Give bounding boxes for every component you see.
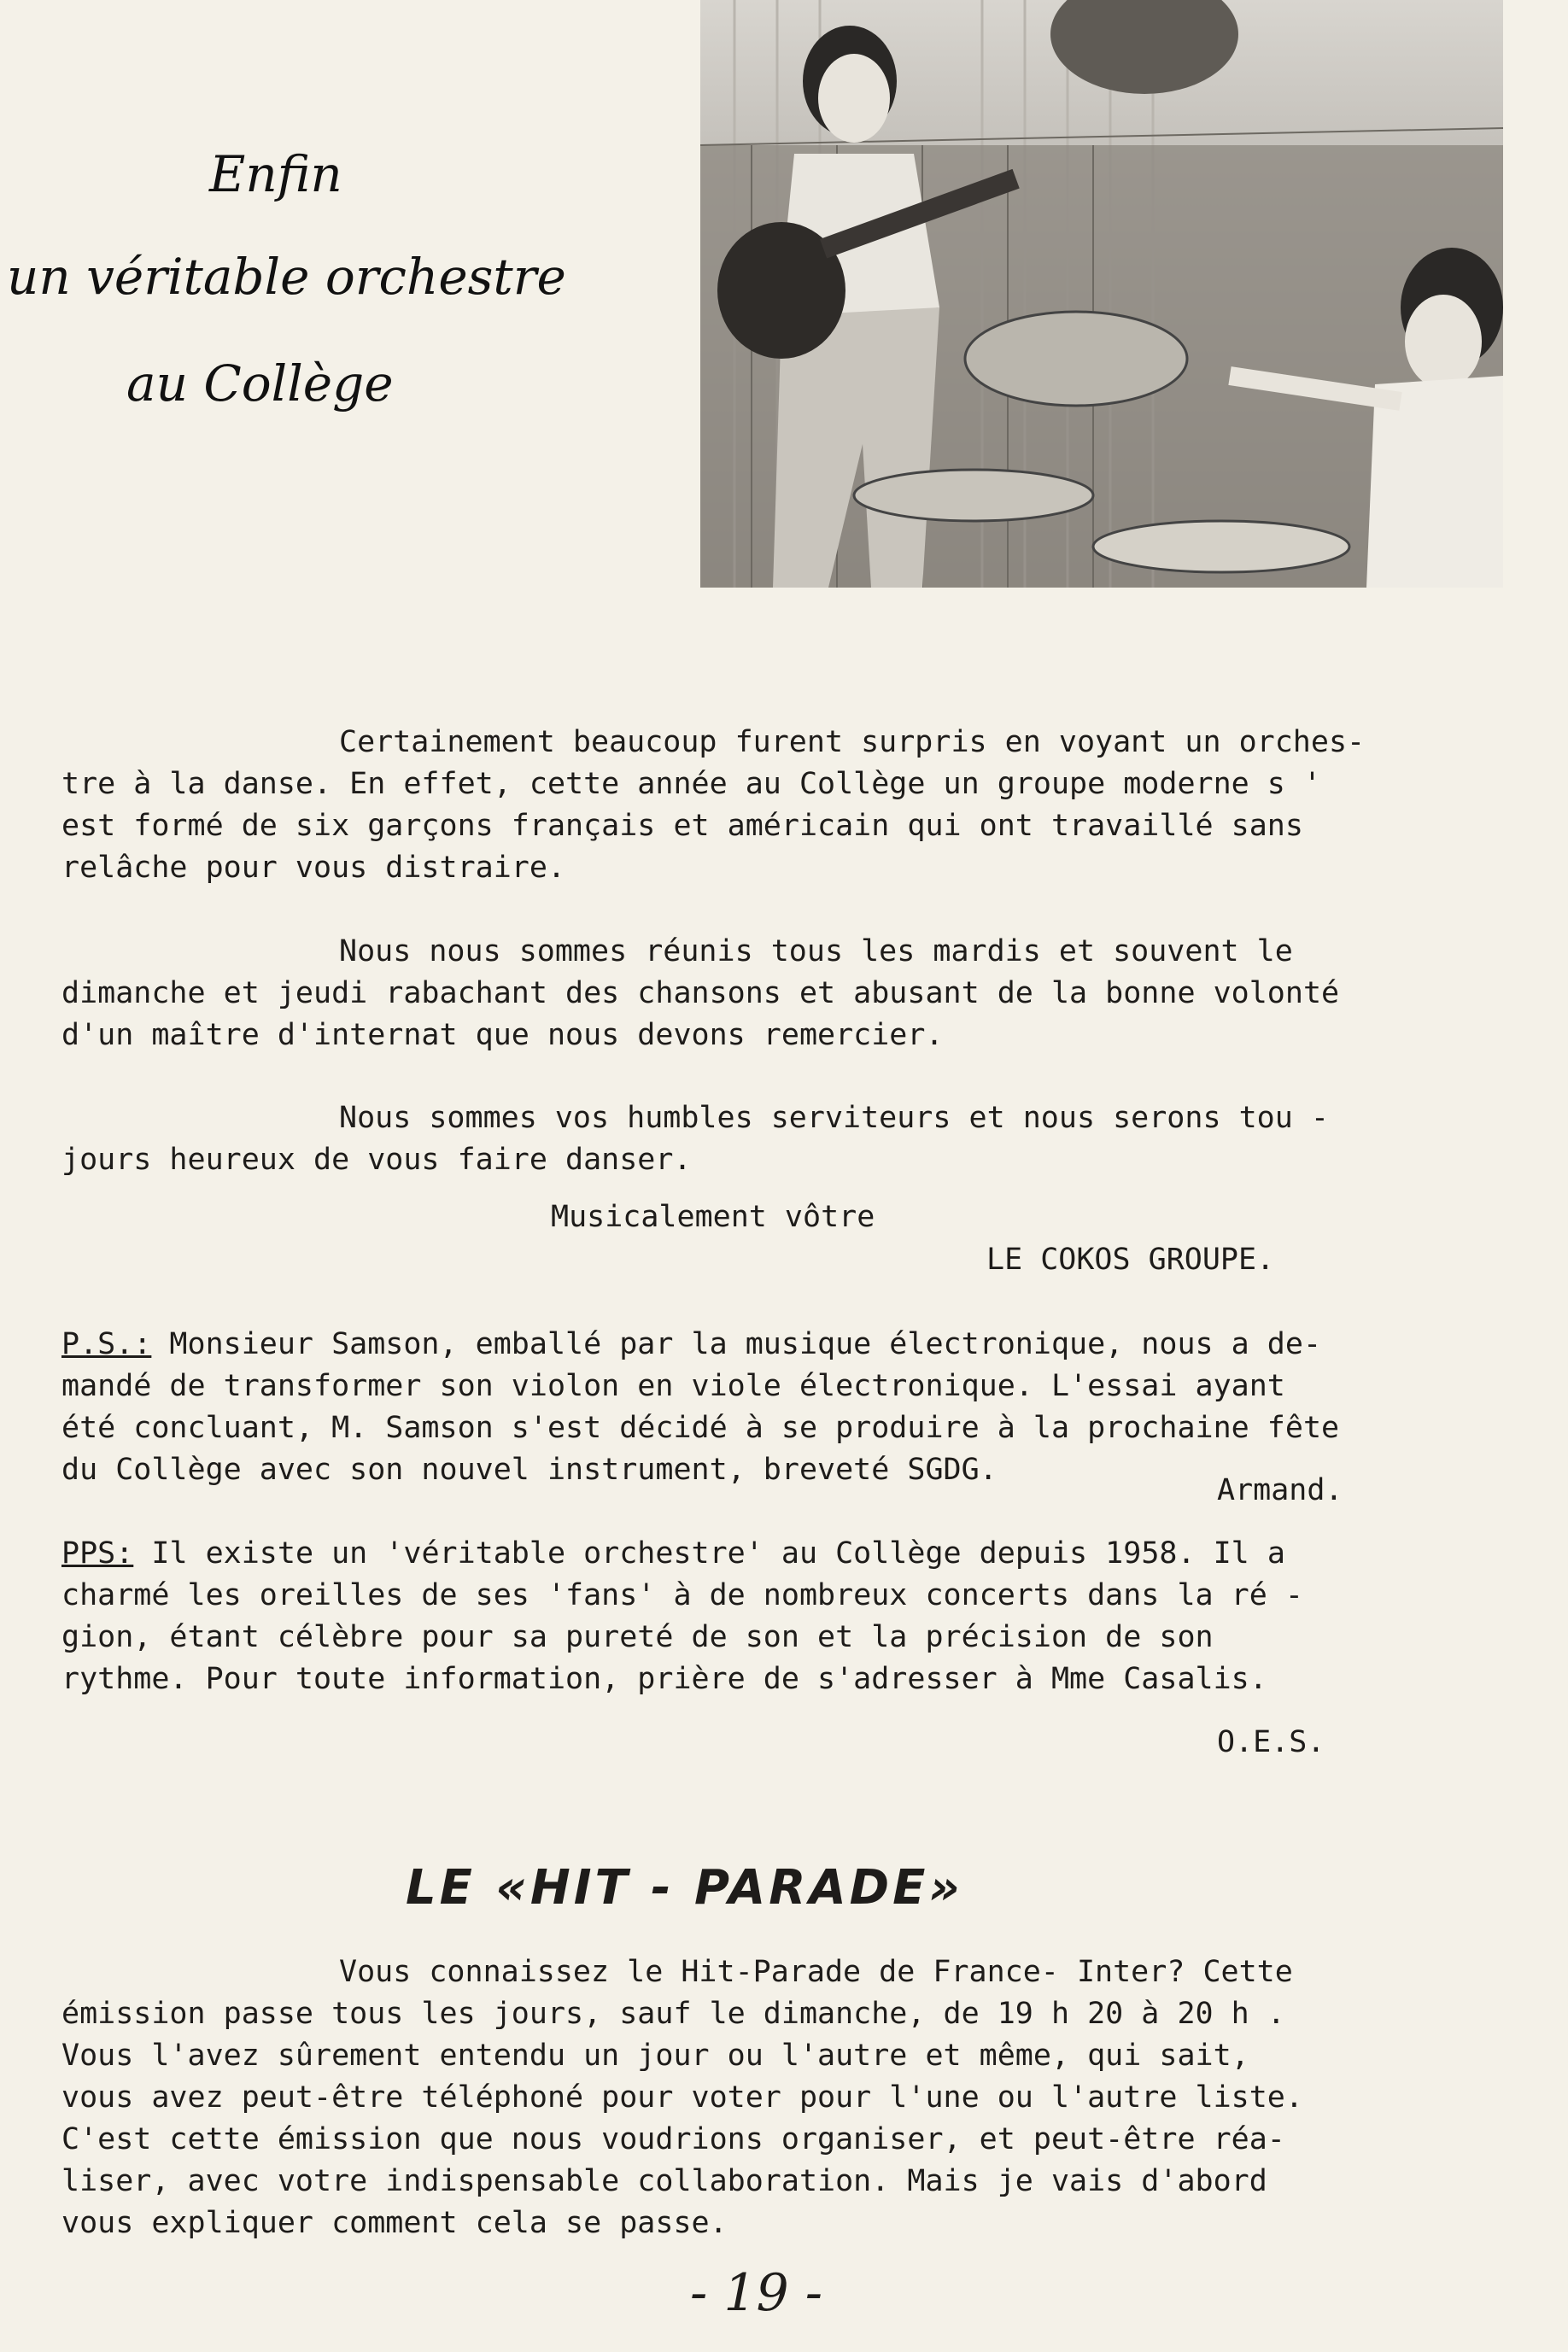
ps-label: P.S.: bbox=[61, 1327, 152, 1361]
article-closing: Musicalement vôtre bbox=[551, 1200, 875, 1234]
article-paragraph-3 bbox=[61, 1097, 1471, 1181]
hit-parade-line: C'est cette émission que nous voudrions organiser, et peut-être réa- bbox=[61, 2122, 1285, 2156]
hit-parade-line: Vous l'avez sûrement entendu un jour ou l'autre et même, qui sait, bbox=[61, 2039, 1249, 2073]
ps-paragraph bbox=[61, 1324, 1471, 1491]
band-photo-illustration bbox=[700, 0, 1503, 588]
article-line: jours heureux de vous faire danser. bbox=[61, 1143, 692, 1177]
article-paragraph-2 bbox=[61, 931, 1471, 1056]
article-line: dimanche et jeudi rabachant des chansons et abusant de la bonne volonté bbox=[61, 976, 1340, 1010]
heading-line-3: au Collège bbox=[126, 354, 394, 412]
pps-line: charmé les oreilles de ses 'fans' à de nombreux concerts dans la ré - bbox=[61, 1578, 1303, 1612]
article-line: d'un maître d'internat que nous devons remercier. bbox=[61, 1018, 944, 1052]
article-line: Certainement beaucoup furent surpris en voyant un orches- bbox=[339, 725, 1366, 759]
hit-parade-line: vous avez peut-être téléphoné pour voter pour l'une ou l'autre liste. bbox=[61, 2080, 1303, 2115]
hit-parade-title: LE «HIT - PARADE» bbox=[406, 1860, 963, 1916]
pps-paragraph bbox=[61, 1533, 1471, 1700]
article-line: Nous nous sommes réunis tous les mardis et souvent le bbox=[339, 934, 1293, 968]
ps-signature: Armand. bbox=[1217, 1473, 1343, 1507]
pps-line: gion, étant célèbre pour sa pureté de son et la précision de son bbox=[61, 1620, 1214, 1654]
pps-signature: O.E.S. bbox=[1217, 1725, 1325, 1759]
page-number: - 19 - bbox=[690, 2263, 823, 2323]
article-signature: LE COKOS GROUPE. bbox=[986, 1243, 1275, 1277]
hit-parade-paragraph bbox=[61, 1951, 1471, 2244]
ps-line: Monsieur Samson, emballé par la musique électronique, nous a de- bbox=[151, 1327, 1322, 1361]
hit-parade-line: liser, avec votre indispensable collaboration. Mais je vais d'abord bbox=[61, 2164, 1267, 2198]
pps-label: PPS: bbox=[61, 1536, 134, 1571]
pps-line: Il existe un 'véritable orchestre' au Collège depuis 1958. Il a bbox=[133, 1536, 1285, 1571]
article-line: Nous sommes vos humbles serviteurs et nous serons tou - bbox=[339, 1101, 1329, 1135]
ps-line: été concluant, M. Samson s'est décidé à se produire à la prochaine fête bbox=[61, 1411, 1340, 1445]
pps-line: rythme. Pour toute information, prière de s'adresser à Mme Casalis. bbox=[61, 1662, 1267, 1696]
ps-line: du Collège avec son nouvel instrument, breveté SGDG. bbox=[61, 1453, 998, 1487]
ps-line: mandé de transformer son violon en viole électronique. L'essai ayant bbox=[61, 1369, 1285, 1403]
article-line: tre à la danse. En effet, cette année au Collège un groupe moderne s ' bbox=[61, 767, 1322, 801]
band-photo bbox=[700, 0, 1503, 588]
article-line: est formé de six garçons français et américain qui ont travaillé sans bbox=[61, 809, 1303, 843]
hit-parade-line: vous expliquer comment cela se passe. bbox=[61, 2206, 728, 2240]
hit-parade-line: émission passe tous les jours, sauf le dimanche, de 19 h 20 à 20 h . bbox=[61, 1997, 1285, 2031]
hit-parade-line: Vous connaissez le Hit-Parade de France- Inter? Cette bbox=[339, 1955, 1293, 1989]
article-paragraph-1 bbox=[61, 722, 1471, 889]
heading-line-1: Enfin bbox=[209, 145, 342, 203]
heading-line-2: un véritable orchestre bbox=[7, 248, 566, 306]
article-line: relâche pour vous distraire. bbox=[61, 851, 566, 885]
